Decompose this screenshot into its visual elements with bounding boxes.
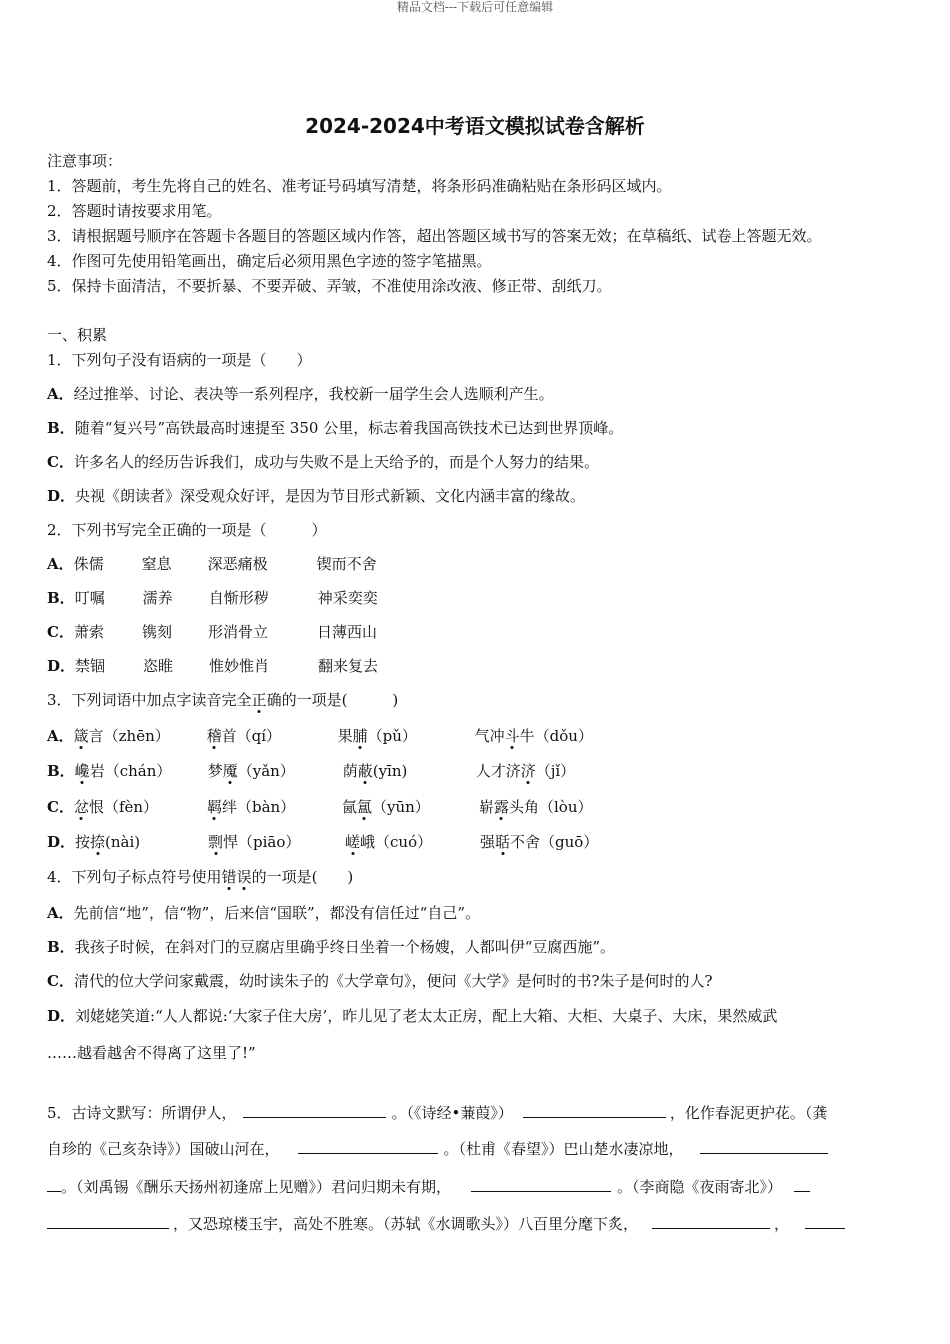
- answer-blank[interactable]: [652, 1212, 770, 1229]
- q3-option-d: D．按捺(nài) 剽悍（piāo） 嵯峨（cuó） 强聒不舍（guō）: [47, 833, 599, 851]
- q2-option-d: D．禁锢 恣睢 惟妙惟肖 翻来复去: [47, 657, 379, 675]
- q4-option-a: A．先前信“地”，信“物”，后来信“国联”，都没有信任过“自己”。: [47, 904, 480, 922]
- question-4-stem: 4．下列句子标点符号使用错误的一项是( ): [47, 868, 354, 886]
- q3-option-a: A．箴言（zhēn） 稽首（qí） 果脯（pǔ） 气冲斗牛（dǒu）: [47, 727, 593, 745]
- notice-item: 3．请根据题号顺序在答题卡各题目的答题区域内作答，超出答题区域书写的答案无效；在草稿纸、试卷上答题无效。: [47, 227, 822, 245]
- question-3-stem: 3．下列词语中加点字读音完全正确的一项是( ): [47, 691, 399, 709]
- header-note: 精品文档---下载后可任意编辑: [396, 0, 554, 14]
- q4-option-c: C．清代的位大学问家戴震，幼时读朱子的《大学章句》，便问《大学》是何时的书?朱子是何时的人?: [47, 972, 713, 990]
- notice-item: 2．答题时请按要求用笔。: [47, 202, 222, 220]
- notice-item: 4．作图可先使用铅笔画出，确定后必须用黑色字迹的签字笔描黑。: [47, 252, 492, 270]
- q4-option-b: B．我孩子时候，在斜对门的豆腐店里确乎终日坐着一个杨嫂，人都叫伊“豆腐西施”。: [47, 938, 616, 956]
- q2-option-b: B．叮嘱 濡养 自惭形秽 神采奕奕: [47, 589, 378, 607]
- q4-option-d: D．刘姥姥笑道:“人人都说:‘大家子住大房’，昨儿见了老太太正房，配上大箱、大柜、大桌子、大床，果然威武: [47, 1007, 778, 1025]
- question-5-line-3: 。（刘禹锡《酬乐天扬州初逢席上见赠》）君问归期未有期， 。（李商隐《夜雨寄北》）: [47, 1175, 810, 1197]
- notice-item: 1．答题前，考生先将自己的姓名、准考证号码填写清楚，将条形码准确粘贴在条形码区域内。: [47, 177, 672, 195]
- q1-option-a: A．经过推举、讨论、表决等一系列程序，我校新一届学生会人选顺利产生。: [47, 385, 554, 403]
- page-title: 2024-2024中考语文模拟试卷含解析: [305, 114, 645, 138]
- question-5-line-1: 5．古诗文默写：所谓伊人， 。（《诗经•蒹葭》） ，化作春泥更护花。（龚: [47, 1101, 827, 1123]
- q1-option-b: B．随着“复兴号”高铁最高时速提至 350 公里，标志着我国高铁技术已达到世界顶峰。: [47, 419, 624, 437]
- answer-blank[interactable]: [805, 1212, 845, 1229]
- q1-option-c: C．许多名人的经历告诉我们，成功与失败不是上天给予的，而是个人努力的结果。: [47, 453, 599, 471]
- q3-option-b: B．巉岩（chán） 梦魇（yǎn） 荫蔽(yīn) 人才济济（jǐ）: [47, 762, 576, 780]
- notice-item: 5．保持卡面清洁，不要折暴、不要弄破、弄皱，不准使用涂改液、修正带、刮纸刀。: [47, 277, 612, 295]
- question-5-line-2: 自珍的《己亥杂诗》）国破山河在， 。（杜甫《春望》）巴山楚水凄凉地，: [47, 1137, 828, 1159]
- answer-blank[interactable]: [298, 1137, 438, 1154]
- question-1-stem: 1．下列句子没有语病的一项是（ ）: [47, 351, 312, 369]
- notice-heading: 注意事项：: [47, 152, 123, 170]
- q2-option-a: A．侏儒 窒息 深恶痛极 锲而不舍: [47, 555, 377, 573]
- answer-blank[interactable]: [794, 1175, 810, 1192]
- answer-blank[interactable]: [471, 1175, 611, 1192]
- answer-blank[interactable]: [47, 1212, 169, 1229]
- question-2-stem: 2．下列书写完全正确的一项是（ ）: [47, 521, 327, 539]
- question-5-line-4: ，又恐琼楼玉宇，高处不胜寒。（苏轼《水调歌头》）八百里分麾下炙， ，: [47, 1212, 845, 1234]
- answer-blank[interactable]: [243, 1101, 386, 1118]
- section-heading: 一、积累: [47, 326, 108, 344]
- answer-blank[interactable]: [700, 1137, 828, 1154]
- q4-option-d-continuation: ……越看越舍不得离了这里了!”: [47, 1044, 256, 1062]
- q2-option-c: C．萧索 镌刻 形消骨立 日薄西山: [47, 623, 377, 641]
- q1-option-d: D．央视《朗读者》深受观众好评，是因为节目形式新颖、文化内涵丰富的缘故。: [47, 487, 586, 505]
- answer-blank[interactable]: [47, 1175, 61, 1192]
- answer-blank[interactable]: [523, 1101, 666, 1118]
- q3-option-c: C．忿恨（fèn） 羁绊（bàn） 氤氲（yūn） 崭露头角（lòu）: [47, 798, 593, 816]
